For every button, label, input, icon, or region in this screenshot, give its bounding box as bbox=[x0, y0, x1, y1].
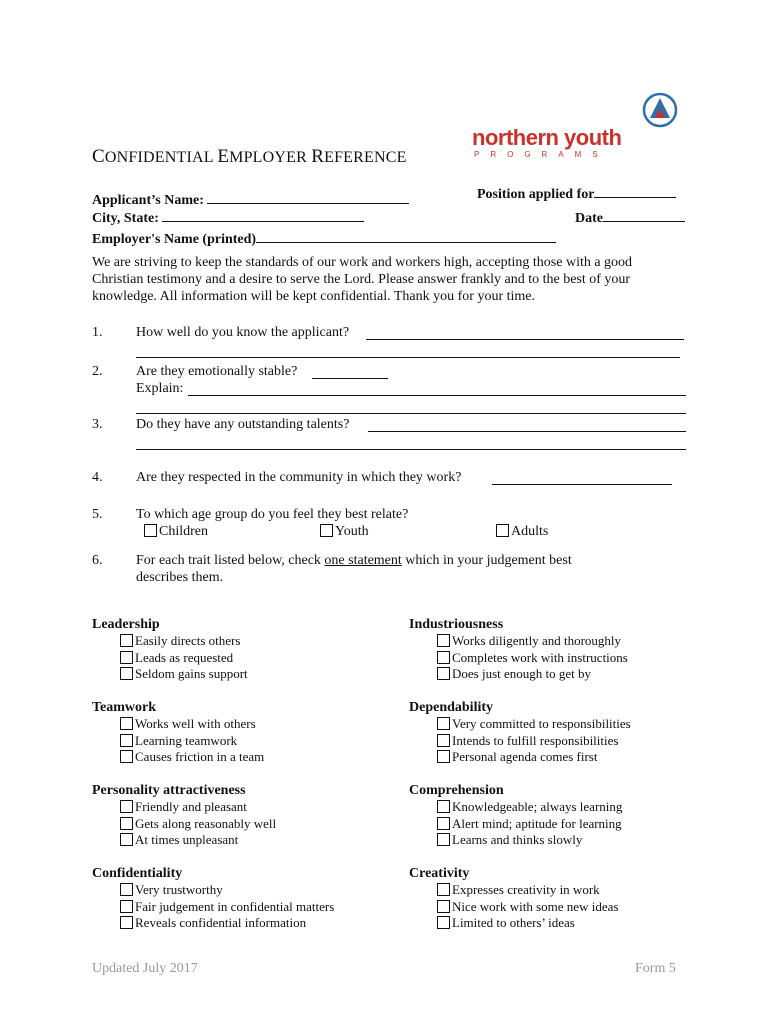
answer-line[interactable] bbox=[366, 339, 684, 340]
trait-option[interactable] bbox=[437, 899, 618, 916]
trait-heading: Creativity bbox=[409, 866, 470, 881]
option-label: Expresses creativity in work bbox=[452, 882, 600, 897]
checkbox[interactable] bbox=[437, 651, 450, 664]
answer-line[interactable] bbox=[136, 449, 686, 450]
checkbox[interactable] bbox=[120, 667, 133, 680]
trait-option[interactable] bbox=[437, 650, 628, 667]
trait-option[interactable] bbox=[120, 915, 334, 932]
trait-option[interactable] bbox=[437, 733, 631, 750]
checkbox[interactable] bbox=[437, 916, 450, 929]
question-4-text: Are they respected in the community in which they work? bbox=[136, 470, 462, 485]
trait-option[interactable] bbox=[437, 816, 622, 833]
checkbox[interactable] bbox=[120, 883, 133, 896]
logo-wordmark: northern youth bbox=[472, 125, 622, 150]
trait-heading: Dependability bbox=[409, 700, 494, 715]
trait-dependability bbox=[409, 700, 631, 766]
option-label: At times unpleasant bbox=[135, 832, 239, 847]
page-title: CONFIDENTIAL EMPLOYER REFERENCE bbox=[92, 146, 407, 167]
checkbox[interactable] bbox=[120, 734, 133, 747]
question-3-text: Do they have any outstanding talents? bbox=[136, 417, 350, 432]
option-label: Limited to others’ ideas bbox=[452, 915, 575, 930]
checkbox[interactable] bbox=[320, 524, 333, 537]
trait-option[interactable] bbox=[437, 832, 622, 849]
option-label: Personal agenda comes first bbox=[452, 749, 598, 764]
trait-option[interactable] bbox=[120, 799, 276, 816]
answer-line[interactable] bbox=[368, 431, 686, 432]
checkbox[interactable] bbox=[120, 651, 133, 664]
trait-option[interactable] bbox=[437, 882, 618, 899]
option-label: Intends to fulfill responsibilities bbox=[452, 732, 619, 748]
option-label: Completes work with instructions bbox=[452, 649, 628, 665]
answer-line[interactable] bbox=[136, 357, 680, 358]
answer-line[interactable] bbox=[136, 413, 686, 414]
checkbox[interactable] bbox=[120, 634, 133, 647]
trait-heading: Confidentiality bbox=[92, 866, 183, 881]
trait-option[interactable] bbox=[120, 816, 276, 833]
checkbox[interactable] bbox=[120, 833, 133, 846]
answer-line[interactable] bbox=[312, 378, 388, 379]
checkbox[interactable] bbox=[437, 833, 450, 846]
option-label: Learning teamwork bbox=[135, 732, 238, 748]
checkbox[interactable] bbox=[120, 717, 133, 730]
checkbox[interactable] bbox=[437, 717, 450, 730]
trait-personality-attractiveness bbox=[92, 783, 276, 849]
trait-heading: Personality attractiveness bbox=[92, 783, 246, 798]
footer-form-number: Form 5 bbox=[635, 961, 676, 976]
trait-heading: Industriousness bbox=[409, 617, 504, 632]
checkbox[interactable] bbox=[496, 524, 509, 537]
option-label: Works diligently and thoroughly bbox=[452, 633, 622, 648]
checkbox[interactable] bbox=[120, 817, 133, 830]
trait-option[interactable] bbox=[437, 799, 622, 816]
checkbox[interactable] bbox=[437, 634, 450, 647]
checkbox[interactable] bbox=[437, 883, 450, 896]
trait-option[interactable] bbox=[120, 633, 248, 650]
applicant-name-field[interactable]: Applicant’s Name: bbox=[92, 189, 409, 209]
question-3-number: 3. bbox=[92, 417, 103, 432]
option-label: Works well with others bbox=[135, 716, 256, 731]
date-field[interactable]: Date bbox=[575, 207, 685, 227]
trait-comprehension bbox=[409, 783, 622, 849]
question-4-number: 4. bbox=[92, 470, 103, 485]
age-option-children[interactable]: Children bbox=[144, 523, 208, 540]
trait-creativity bbox=[409, 866, 618, 932]
trait-confidentiality bbox=[92, 866, 334, 932]
city-state-field[interactable]: City, State: bbox=[92, 207, 364, 227]
trait-teamwork bbox=[92, 700, 264, 766]
question-5-text: To which age group do you feel they best relate? bbox=[136, 507, 409, 522]
option-label: Fair judgement in confidential matters bbox=[135, 898, 335, 914]
option-label: Causes friction in a team bbox=[135, 749, 265, 764]
option-label: Seldom gains support bbox=[135, 666, 248, 681]
trait-option[interactable] bbox=[437, 749, 631, 766]
checkbox[interactable] bbox=[437, 667, 450, 680]
option-label: Does just enough to get by bbox=[452, 666, 592, 681]
question-6-number: 6. bbox=[92, 553, 103, 568]
option-label: Learns and thinks slowly bbox=[452, 832, 583, 847]
checkbox[interactable] bbox=[437, 734, 450, 747]
option-label: Nice work with some new ideas bbox=[452, 898, 619, 914]
question-1-text: How well do you know the applicant? bbox=[136, 325, 350, 340]
checkbox[interactable] bbox=[437, 817, 450, 830]
footer-updated: Updated July 2017 bbox=[92, 961, 198, 976]
question-2-number: 2. bbox=[92, 364, 103, 379]
question-2-text: Are they emotionally stable? bbox=[136, 364, 298, 379]
option-label: Reveals confidential information bbox=[135, 915, 307, 930]
employer-name-field[interactable]: Employer's Name (printed) bbox=[92, 228, 556, 248]
trait-option[interactable] bbox=[437, 716, 631, 733]
option-label: Easily directs others bbox=[135, 633, 241, 648]
trait-heading: Comprehension bbox=[409, 783, 504, 798]
trait-heading: Teamwork bbox=[92, 700, 157, 715]
logo-emblem-icon bbox=[642, 92, 678, 128]
checkbox[interactable] bbox=[144, 524, 157, 537]
checkbox[interactable] bbox=[437, 800, 450, 813]
option-label: Knowledgeable; always learning bbox=[452, 799, 623, 814]
option-label: Gets along reasonably well bbox=[135, 815, 277, 831]
trait-heading: Leadership bbox=[92, 617, 160, 632]
trait-option[interactable] bbox=[120, 716, 264, 733]
answer-line[interactable] bbox=[492, 484, 672, 485]
trait-option[interactable] bbox=[120, 749, 264, 766]
age-option-adults[interactable]: Adults bbox=[496, 523, 548, 540]
trait-option[interactable] bbox=[437, 666, 628, 683]
trait-option[interactable] bbox=[120, 733, 264, 750]
trait-option[interactable] bbox=[120, 899, 334, 916]
trait-option[interactable] bbox=[120, 882, 334, 899]
option-label: Very trustworthy bbox=[135, 882, 223, 897]
age-option-youth[interactable]: Youth bbox=[320, 523, 369, 540]
trait-industriousness bbox=[409, 617, 628, 683]
checkbox[interactable] bbox=[120, 900, 133, 913]
option-label: Very committed to responsibilities bbox=[452, 716, 631, 731]
intro-paragraph: We are striving to keep the standards of our work and workers high, accepting those with a good Christian testimony and a desire to serve the Lord. Please answer frankly and to the best of your knowledge. All information will be kept confidential. Thank you for your time. bbox=[92, 255, 633, 304]
option-label: Leads as requested bbox=[135, 649, 234, 665]
question-6-text: For each trait listed below, check one statement which in your judgement best describes them. bbox=[136, 553, 572, 585]
checkbox[interactable] bbox=[120, 800, 133, 813]
checkbox[interactable] bbox=[437, 900, 450, 913]
logo bbox=[470, 92, 680, 160]
option-label: Friendly and pleasant bbox=[135, 799, 247, 814]
checkbox[interactable] bbox=[437, 750, 450, 763]
trait-option[interactable] bbox=[120, 666, 248, 683]
question-2-explain: Explain: bbox=[136, 381, 184, 396]
trait-option[interactable] bbox=[437, 915, 618, 932]
question-5-number: 5. bbox=[92, 507, 103, 522]
position-field[interactable]: Position applied for bbox=[477, 183, 676, 203]
option-label: Alert mind; aptitude for learning bbox=[452, 815, 622, 831]
trait-option[interactable] bbox=[437, 633, 628, 650]
answer-line[interactable] bbox=[188, 395, 686, 396]
trait-leadership bbox=[92, 617, 248, 683]
trait-option[interactable] bbox=[120, 832, 276, 849]
question-1-number: 1. bbox=[92, 325, 103, 340]
checkbox[interactable] bbox=[120, 916, 133, 929]
checkbox[interactable] bbox=[120, 750, 133, 763]
logo-subtitle: PROGRAMS bbox=[474, 150, 609, 159]
trait-option[interactable] bbox=[120, 650, 248, 667]
